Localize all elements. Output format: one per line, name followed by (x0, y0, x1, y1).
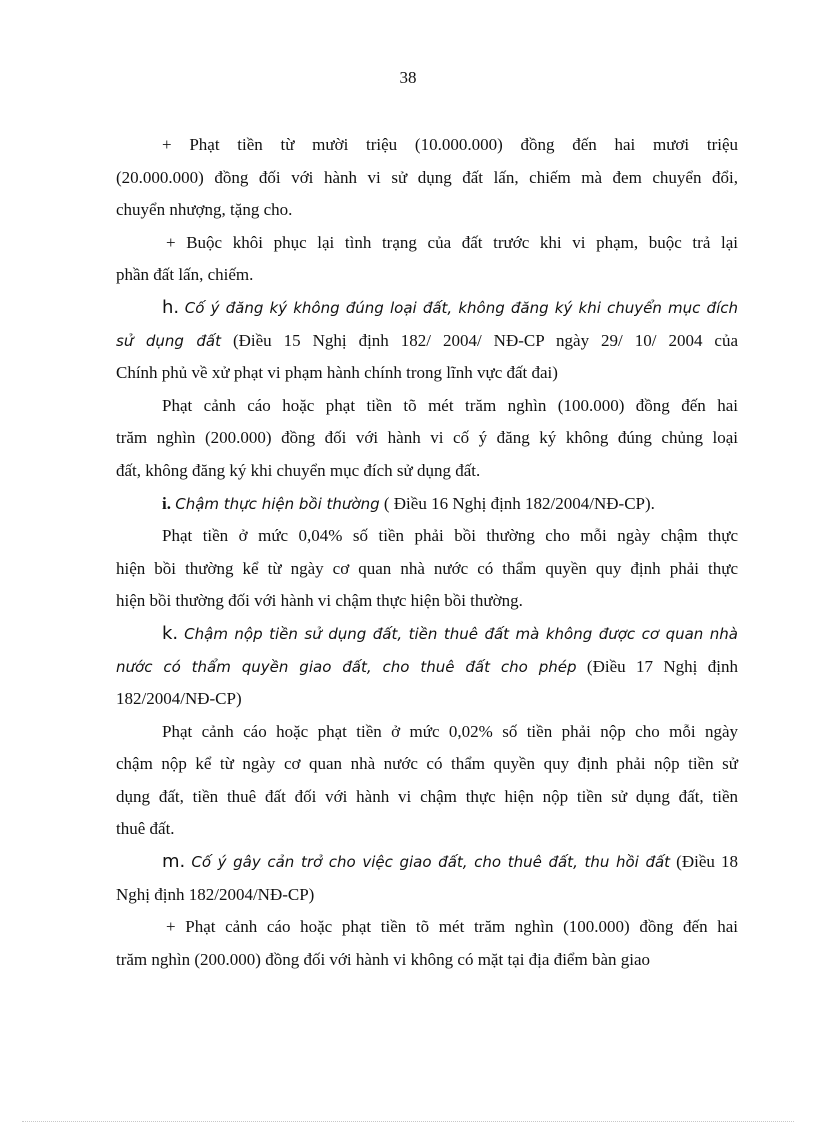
section-h-heading (116, 292, 738, 325)
paragraph-line: Chính phủ về xử phạt vi phạm hành chính trong lĩnh vực đất đai) (116, 363, 558, 383)
section-title: Chậm thực hiện bồi thường (175, 494, 380, 513)
paragraph-line: dụng đất, tiền thuê đất đối với hành vi chậm thực hiện nộp tiền sử dụng đất, tiền (116, 786, 738, 806)
paragraph-line: 182/2004/NĐ-CP) (116, 689, 242, 709)
paragraph-line: + Buộc khôi phục lại tình trạng của đất trước khi vi phạm, buộc trả lại (166, 232, 738, 252)
paragraph-line: chậm nộp kể từ ngày cơ quan nhà nước có thẩm quyền quy định phải nộp tiền sử (116, 754, 738, 774)
section-title: Cố ý gây cản trở cho việc giao đất, cho thuê đất, thu hồi đất (191, 853, 671, 872)
paragraph-line: thuê đất. (116, 819, 175, 839)
section-letter: m. (162, 851, 186, 873)
section-m-heading (116, 846, 738, 879)
section-title: Chậm nộp tiền sử dụng đất, tiền thuê đất mà không được cơ quan nhà (184, 624, 739, 643)
section-k-heading-cont (116, 651, 738, 684)
section-title: sử dụng đất (116, 331, 221, 350)
page-number: 38 (399, 68, 417, 87)
section-h-heading-cont (116, 325, 738, 358)
paragraph-line: + Phạt cảnh cáo hoặc phạt tiền tõ mét trăm nghìn (100.000) đồng đến hai (166, 917, 738, 937)
paragraph-line: Phạt cảnh cáo hoặc phạt tiền ở mức 0,02% số tiền phải nộp cho mỗi ngày (162, 721, 738, 741)
paragraph-line: trăm nghìn (200.000) đồng đối với hành vi cố ý đăng ký không đúng chủng loại (116, 428, 738, 448)
paragraph-line: Phạt cảnh cáo hoặc phạt tiền tõ mét trăm nghìn (100.000) đồng đến hai (162, 395, 738, 415)
section-letter: k. (162, 622, 179, 644)
section-k-heading (116, 618, 738, 651)
paragraph-line: Nghị định 182/2004/NĐ-CP) (116, 884, 315, 904)
paragraph-line: hiện bồi thường đối với hành vi chậm thực hiện bồi thường. (116, 591, 523, 611)
document-body (116, 129, 738, 976)
section-title: Cố ý đăng ký không đúng loại đất, không đăng ký khi chuyển mục đích (184, 298, 739, 317)
paragraph-line: phần đất lấn, chiếm. (116, 265, 254, 285)
paragraph-line: Phạt tiền ở mức 0,04% số tiền phải bồi thường cho mỗi ngày chậm thực (162, 526, 738, 546)
section-i-heading (116, 488, 738, 521)
section-letter: h. (162, 296, 180, 318)
page-bottom-divider (22, 1121, 794, 1122)
paragraph-line: chuyển nhượng, tặng cho. (116, 200, 293, 220)
legal-reference: (Điều 18 (676, 852, 738, 872)
paragraph-line: (20.000.000) đồng đối với hành vi sử dụng đất lấn, chiếm mà đem chuyển đổi, (116, 167, 738, 187)
paragraph-line: + Phạt tiền từ mười triệu (10.000.000) đồng đến hai mươi triệu (162, 135, 738, 154)
legal-reference: ( Điều 16 Nghị định 182/2004/NĐ-CP). (383, 493, 655, 513)
section-letter: i. (162, 493, 171, 513)
legal-reference: (Điều 15 Nghị định 182/ 2004/ NĐ-CP ngày 29/ 10/ 2004 của (232, 330, 739, 350)
paragraph-line: hiện bồi thường kể từ ngày cơ quan nhà nước có thẩm quyền quy định phải thực (116, 558, 738, 578)
paragraph-line: trăm nghìn (200.000) đồng đối với hành vi không có mặt tại địa điểm bàn giao (116, 949, 651, 969)
section-title: nước có thẩm quyền giao đất, cho thuê đất cho phép (116, 657, 577, 676)
paragraph-line: đất, không đăng ký khi chuyển mục đích sử dụng đất. (116, 460, 481, 480)
legal-reference: (Điều 17 Nghị định (586, 656, 739, 676)
